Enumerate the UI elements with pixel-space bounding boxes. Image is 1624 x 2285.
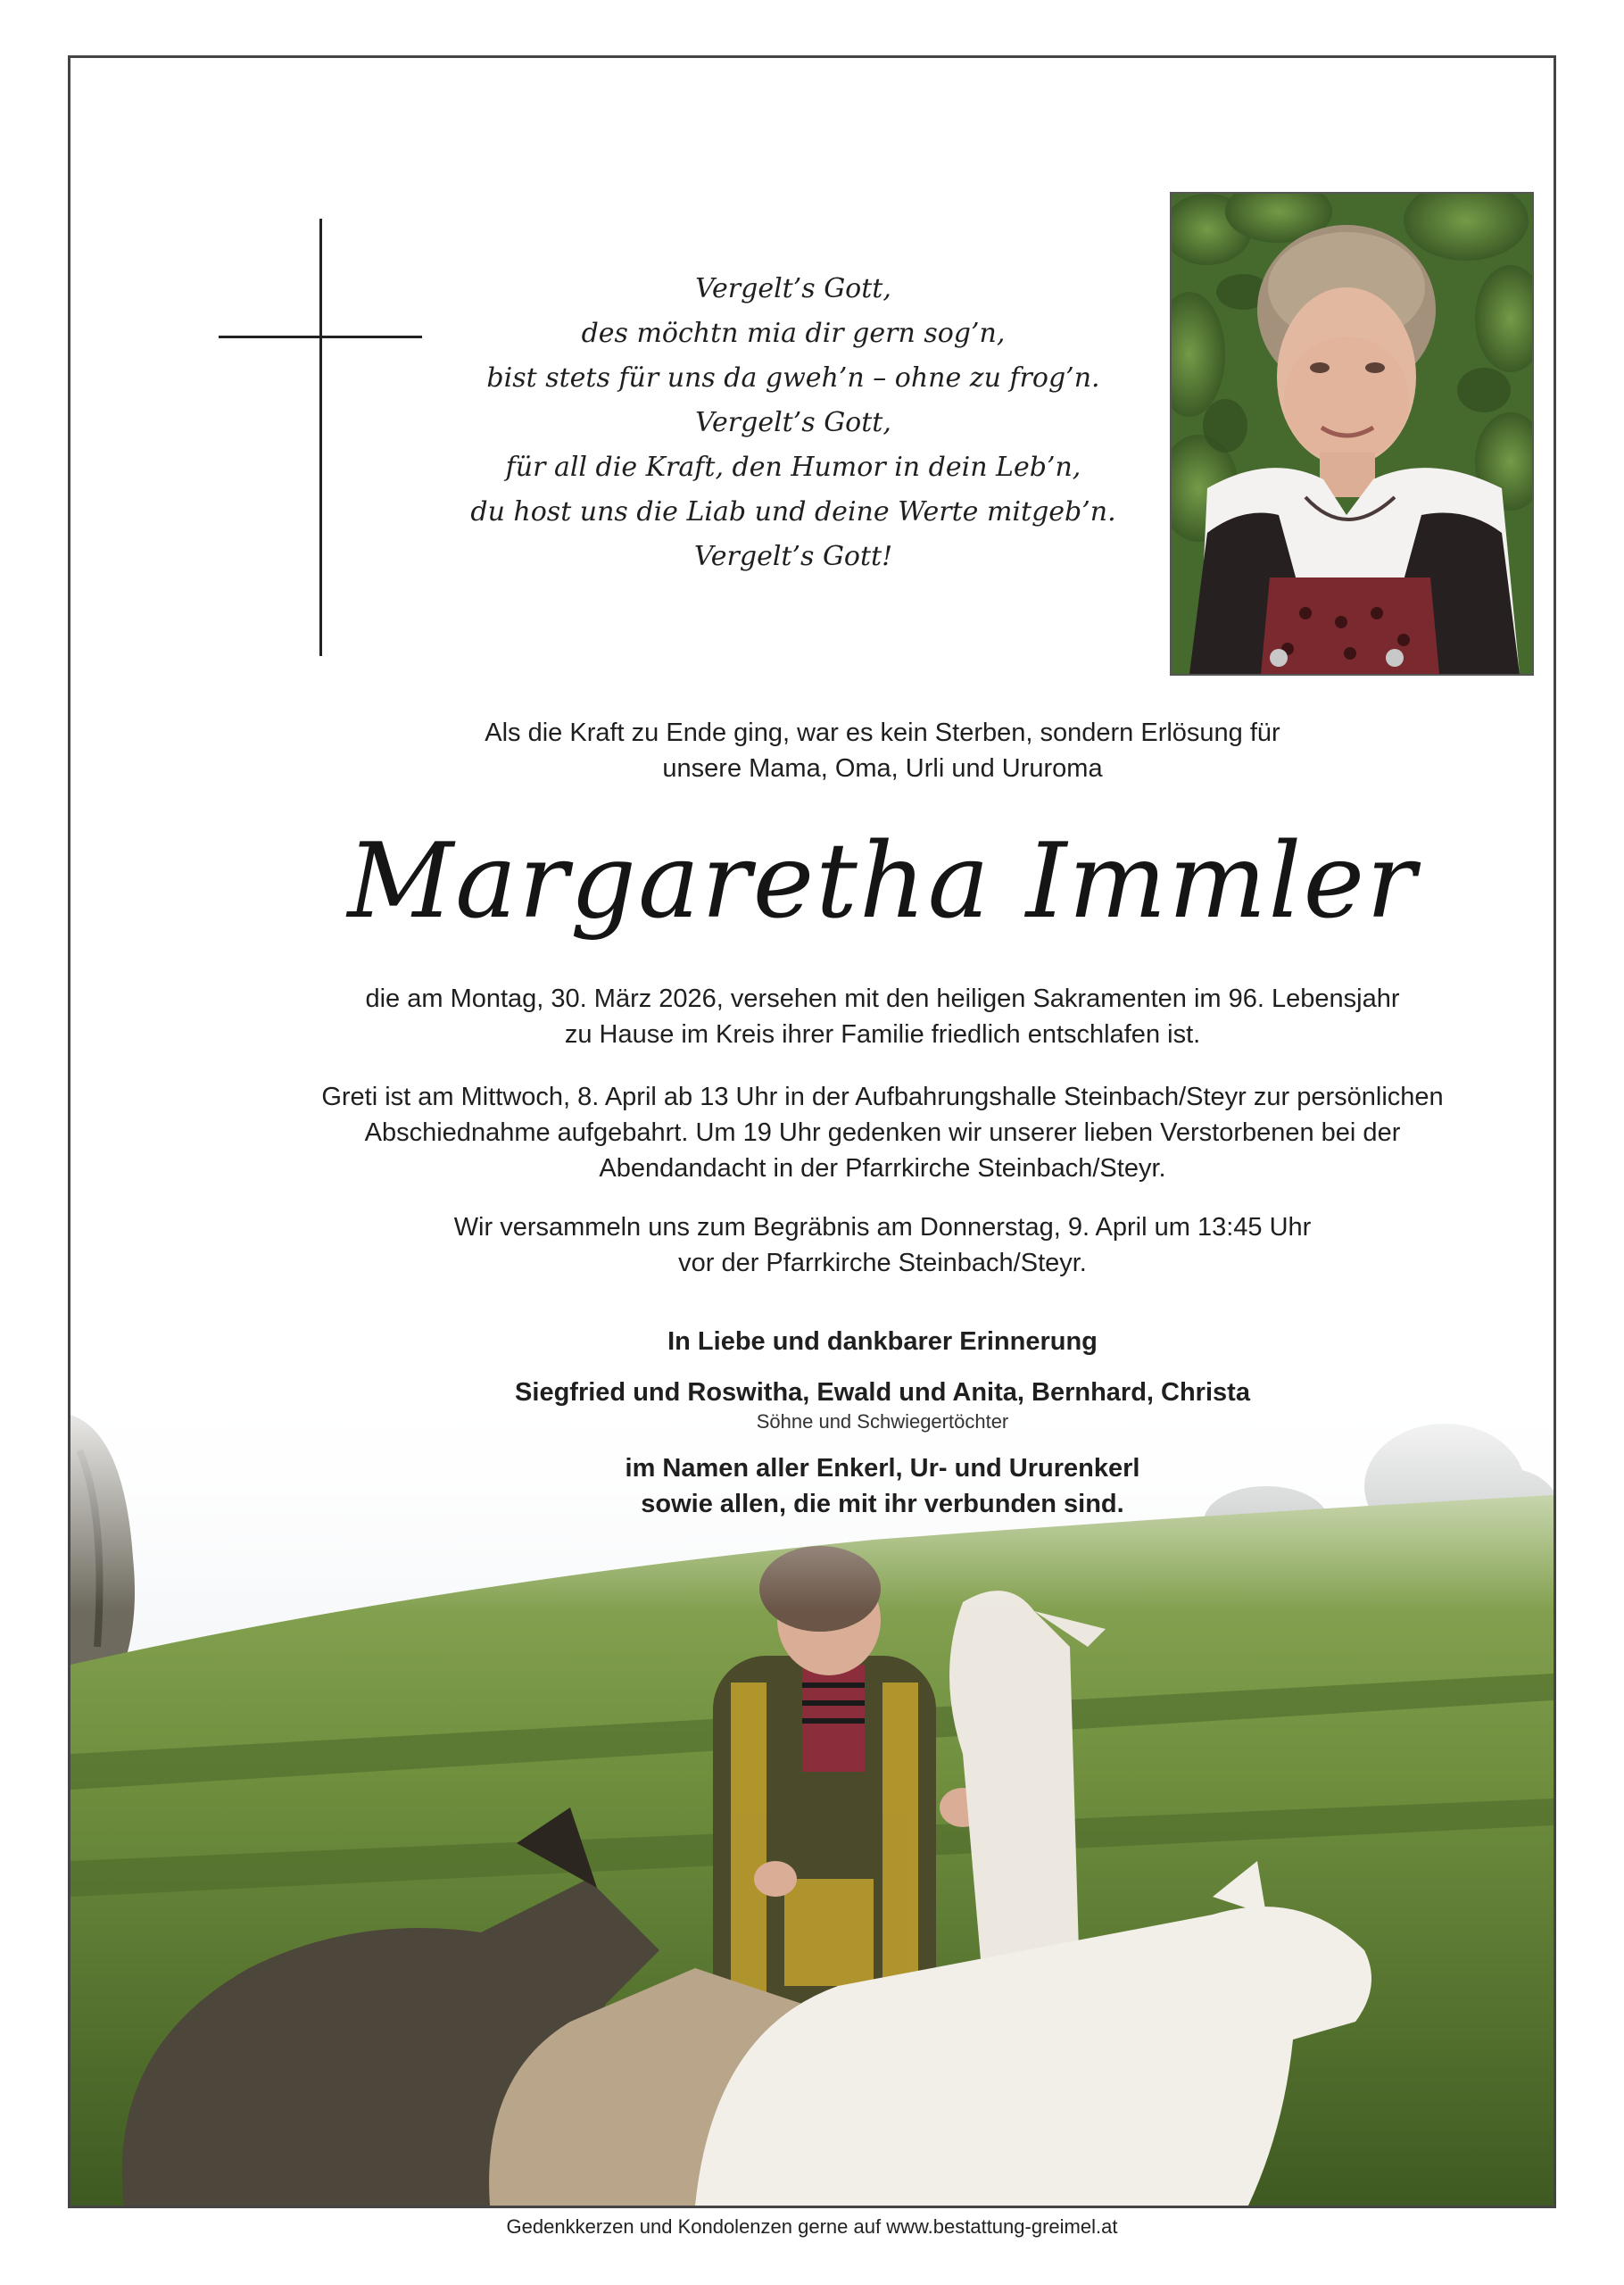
viewing-info (222, 1079, 1543, 1186)
portrait-photo (1170, 192, 1534, 676)
funeral-line: vor der Pfarrkirche Steinbach/Steyr. (678, 1249, 1087, 1277)
mourners-others-line: im Namen aller Enkerl, Ur- und Ururenkerl (625, 1454, 1140, 1483)
viewing-line: Abendandacht in der Pfarrkirche Steinbach/Steyr. (599, 1154, 1166, 1183)
viewing-line: Abschiednahme aufgebahrt. Um 19 Uhr gedenken wir unserer lieben Verstorbenen bei der (364, 1118, 1401, 1147)
death-notice (222, 981, 1543, 1052)
poem (445, 267, 1141, 579)
funeral-line: Wir versammeln uns zum Begräbnis am Donnerstag, 9. April um 13:45 Uhr (453, 1213, 1312, 1242)
poem-line: Vergelt’s Gott, (695, 407, 891, 438)
viewing-line: Greti ist am Mittwoch, 8. April ab 13 Uhr in der Aufbahrungshalle Steinbach/Steyr zur persönlichen (321, 1083, 1444, 1111)
death-notice-line: zu Hause im Kreis ihrer Familie friedlich entschlafen ist. (564, 1020, 1201, 1049)
intro-text (302, 715, 1462, 786)
intro-line: Als die Kraft zu Ende ging, war es kein Sterben, sondern Erlösung für (485, 719, 1280, 747)
funeral-info (222, 1209, 1543, 1281)
deceased-name: Margaretha Immler (347, 821, 1418, 942)
footer-condolence-link[interactable]: Gedenkkerzen und Kondolenzen gerne auf www.bestattung-greimel.at (506, 2215, 1118, 2238)
mourners-others (222, 1450, 1543, 1522)
cross-icon-horizontal (219, 336, 422, 338)
mourners-family-relation: Söhne und Schwiegertöchter (756, 1410, 1009, 1433)
poem-line: Vergelt’s Gott! (693, 541, 893, 572)
poem-line: des möchtn mia dir gern sog’n, (581, 318, 1006, 349)
cross-icon-vertical (319, 219, 322, 656)
mourners-heading: In Liebe und dankbarer Erinnerung (667, 1327, 1098, 1356)
mourners-others-line: sowie allen, die mit ihr verbunden sind. (641, 1490, 1124, 1518)
poem-line: für all die Kraft, den Humor in dein Leb’n, (505, 452, 1081, 483)
death-notice-line: die am Montag, 30. März 2026, versehen mit den heiligen Sakramenten im 96. Lebensjahr (365, 985, 1400, 1013)
poem-line: du host uns die Liab und deine Werte mitgeb’n. (470, 496, 1116, 528)
intro-line: unsere Mama, Oma, Urli und Ururoma (662, 754, 1103, 783)
poem-line: Vergelt’s Gott, (695, 273, 891, 304)
mourners-family: Siegfried und Roswitha, Ewald und Anita, Bernhard, Christa (515, 1378, 1250, 1407)
notice-frame (68, 55, 1556, 2208)
poem-line: bist stets für uns da gweh’n – ohne zu frog’n. (486, 362, 1100, 394)
